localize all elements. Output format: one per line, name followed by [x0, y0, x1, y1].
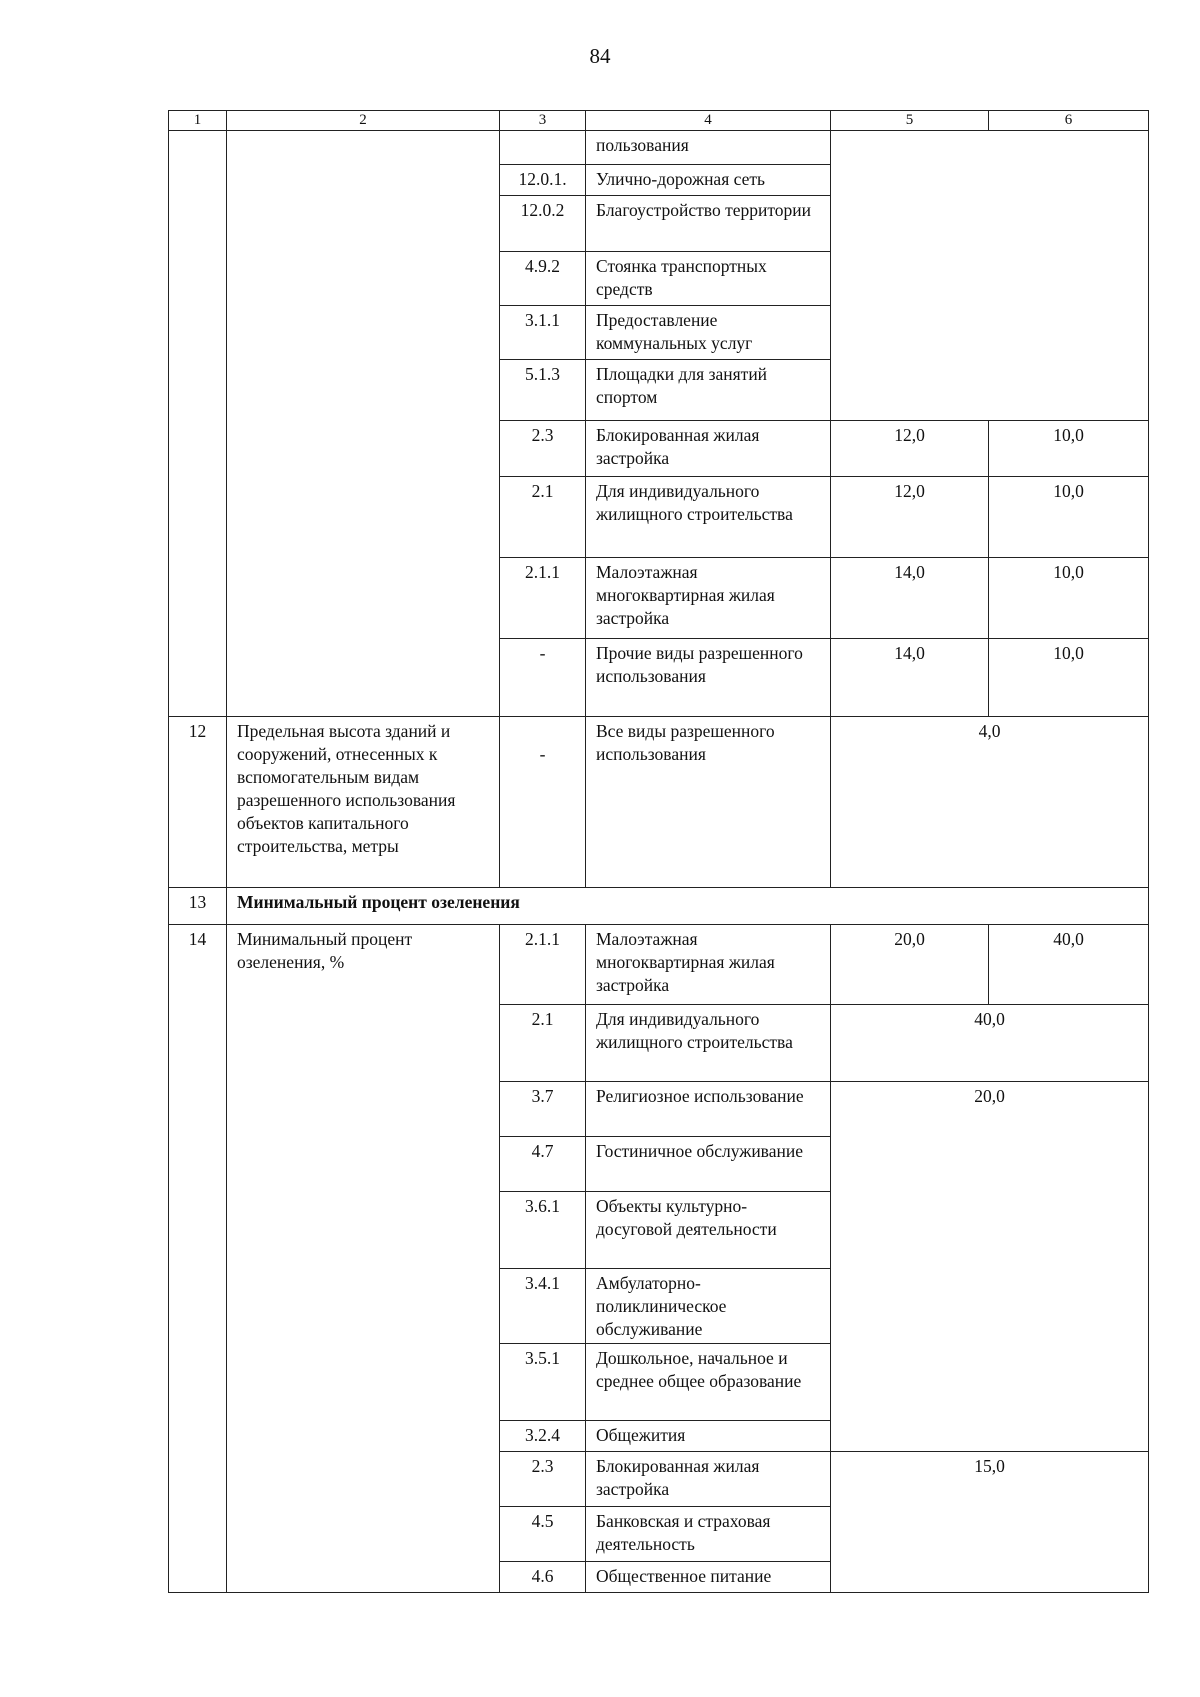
code-cell: 4.9.2: [500, 252, 586, 306]
value-cell-col6: 10,0: [989, 421, 1149, 477]
table-header-row: [169, 111, 1149, 131]
code-cell: -: [500, 717, 586, 888]
page-number: 84: [589, 44, 611, 68]
code-cell: 2.1.1: [500, 925, 586, 1005]
code-cell: -: [500, 639, 586, 717]
row-description-cell: Минимальный процент озеленения, %: [227, 925, 500, 1593]
use-name-cell: Религиозное использование: [586, 1082, 831, 1137]
section-heading-row: [169, 888, 1149, 925]
empty-value-cell: [831, 131, 1149, 421]
header-cell: 6: [989, 111, 1149, 131]
use-name-cell: Площадки для занятий спортом: [586, 360, 831, 421]
value-cell-col5: 14,0: [831, 558, 989, 639]
code-cell: 12.0.1.: [500, 165, 586, 196]
code-cell: 3.4.1: [500, 1269, 586, 1344]
code-cell: 2.3: [500, 421, 586, 477]
section-title: Минимальный процент озеленения: [227, 888, 1149, 925]
use-name-cell: Дошкольное, начальное и среднее общее образование: [586, 1344, 831, 1421]
code-cell: 12.0.2: [500, 196, 586, 252]
value-cell-merged: 15,0: [831, 1452, 1149, 1593]
use-name-cell: Блокированная жилая застройка: [586, 1452, 831, 1507]
code-cell: 2.1.1: [500, 558, 586, 639]
header-cell: 4: [586, 111, 831, 131]
value-cell-col5: 14,0: [831, 639, 989, 717]
code-cell: 5.1.3: [500, 360, 586, 421]
use-name-cell: Объекты культурно-досуговой деятельности: [586, 1192, 831, 1269]
row-number-cell: 14: [169, 925, 227, 1593]
row-description-cell: [227, 131, 500, 717]
row-number-cell: [169, 131, 227, 717]
use-name-cell: Гостиничное обслуживание: [586, 1137, 831, 1192]
table-row: [169, 925, 1149, 1005]
use-name-cell: Общежития: [586, 1421, 831, 1452]
row-description-cell: Предельная высота зданий и сооружений, отнесенных к вспомогательным видам разрешенного использования объектов капитального строительства, метры: [227, 717, 500, 888]
use-name-cell: Все виды разрешенного использования: [586, 717, 831, 888]
table-row: [169, 131, 1149, 165]
code-cell: 4.5: [500, 1507, 586, 1562]
value-cell-merged: 4,0: [831, 717, 1149, 888]
use-name-cell: Для индивидуального жилищного строительства: [586, 1005, 831, 1082]
code-cell: 4.6: [500, 1562, 586, 1593]
use-name-cell: Банковская и страховая деятельность: [586, 1507, 831, 1562]
code-cell: 2.1: [500, 477, 586, 558]
code-cell: 3.1.1: [500, 306, 586, 360]
value-cell-col5: 12,0: [831, 421, 989, 477]
code-cell: 3.7: [500, 1082, 586, 1137]
use-name-cell: Предоставление коммунальных услуг: [586, 306, 831, 360]
use-name-cell: Амбулаторно-поликлиническое обслуживание: [586, 1269, 831, 1344]
use-name-cell: пользования: [586, 131, 831, 165]
use-name-cell: Улично-дорожная сеть: [586, 165, 831, 196]
code-cell: 3.2.4: [500, 1421, 586, 1452]
code-cell: [500, 131, 586, 165]
regulations-table: [168, 110, 1149, 1593]
code-cell: 2.3: [500, 1452, 586, 1507]
table-row: [169, 717, 1149, 888]
code-cell: 3.5.1: [500, 1344, 586, 1421]
use-name-cell: Малоэтажная многоквартирная жилая застройка: [586, 558, 831, 639]
header-cell: 1: [169, 111, 227, 131]
code-cell: 2.1: [500, 1005, 586, 1082]
use-name-cell: Общественное питание: [586, 1562, 831, 1593]
use-name-cell: Стоянка транспортных средств: [586, 252, 831, 306]
value-cell-col6: 10,0: [989, 477, 1149, 558]
use-name-cell: Блокированная жилая застройка: [586, 421, 831, 477]
value-cell-merged: 40,0: [831, 1005, 1149, 1082]
header-cell: 5: [831, 111, 989, 131]
row-number-cell: 12: [169, 717, 227, 888]
row-number-cell: 13: [169, 888, 227, 925]
code-cell: 4.7: [500, 1137, 586, 1192]
use-name-cell: Малоэтажная многоквартирная жилая застройка: [586, 925, 831, 1005]
header-cell: 2: [227, 111, 500, 131]
value-cell-merged: 20,0: [831, 1082, 1149, 1452]
use-name-cell: Прочие виды разрешенного использования: [586, 639, 831, 717]
use-name-cell: Благоустройство территории: [586, 196, 831, 252]
value-cell-col5: 20,0: [831, 925, 989, 1005]
use-name-cell: Для индивидуального жилищного строительства: [586, 477, 831, 558]
header-cell: 3: [500, 111, 586, 131]
code-cell: 3.6.1: [500, 1192, 586, 1269]
value-cell-col6: 40,0: [989, 925, 1149, 1005]
value-cell-col5: 12,0: [831, 477, 989, 558]
value-cell-col6: 10,0: [989, 558, 1149, 639]
value-cell-col6: 10,0: [989, 639, 1149, 717]
